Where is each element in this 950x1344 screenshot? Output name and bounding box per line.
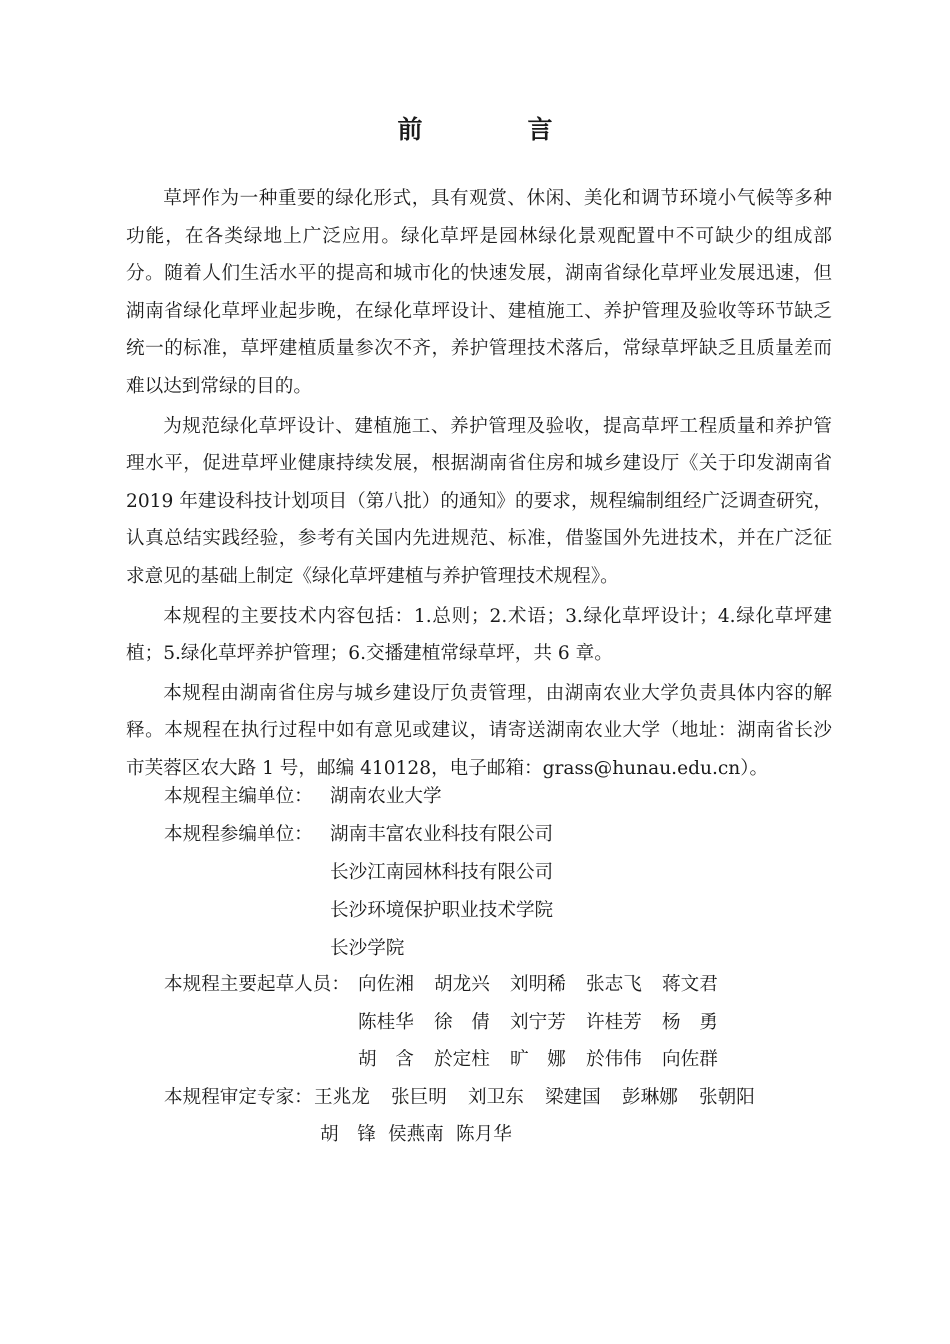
drafter-name: 向佐湘 [358, 974, 414, 995]
drafters-row-3 [126, 1041, 832, 1079]
expert-name: 张巨明 [391, 1086, 447, 1108]
people-section [126, 966, 832, 1154]
drafter-name: 旷 娜 [510, 1049, 566, 1070]
chief-unit-row [126, 778, 832, 816]
expert-name: 胡 锋 [320, 1124, 376, 1145]
drafter-name: 许桂芳 [586, 1011, 642, 1033]
drafter-name: 徐 倩 [434, 1011, 490, 1033]
drafter-name: 胡 含 [358, 1049, 414, 1070]
drafters-label: 本规程主要起草人员： [164, 974, 350, 995]
experts-label: 本规程审定专家： [164, 1086, 313, 1108]
drafter-name: 於伟伟 [586, 1049, 642, 1070]
drafter-name: 於定柱 [434, 1049, 490, 1070]
expert-name: 张朝阳 [699, 1086, 755, 1108]
organizations-section [126, 778, 832, 968]
drafter-name: 杨 勇 [662, 1011, 718, 1033]
expert-name: 陈月华 [456, 1124, 512, 1145]
drafter-name: 张志飞 [586, 974, 642, 995]
expert-name: 彭琳娜 [622, 1086, 678, 1108]
drafter-name: 刘宁芳 [510, 1011, 566, 1033]
paragraph-3: 本规程的主要技术内容包括：1.总则；2.术语；3.绿化草坪设计；4.绿化草坪建植；5.绿化草坪养护管理；6.交播建植常绿草坪，共 6 章。 [126, 605, 832, 665]
expert-name: 刘卫东 [468, 1086, 524, 1108]
drafter-name: 刘明稀 [510, 974, 566, 995]
expert-name: 王兆龙 [314, 1086, 370, 1108]
page-title: 前 言 [397, 115, 593, 144]
expert-name: 侯燕南 [388, 1124, 444, 1145]
participating-unit: 长沙学院 [330, 938, 405, 959]
drafter-name: 陈桂华 [358, 1011, 414, 1033]
experts-row-2 [126, 1116, 832, 1154]
participating-unit: 长沙江南园林科技有限公司 [330, 862, 554, 883]
chief-unit-value: 湖南农业大学 [330, 786, 442, 807]
drafter-name: 向佐群 [662, 1049, 718, 1070]
expert-name: 梁建国 [545, 1086, 601, 1108]
drafter-name: 蒋文君 [662, 974, 718, 995]
paragraph-1: 草坪作为一种重要的绿化形式，具有观赏、休闲、美化和调节环境小气候等多种功能，在各类绿地上广泛应用。绿化草坪是园林绿化景观配置中不可缺少的组成部分。随着人们生活水平的提高和城市化的快速发展，湖南省绿化草坪业发展迅速，但湖南省绿化草坪业起步晚，在绿化草坪设计、建植施工、养护管理及验收等环节缺乏统一的标准，草坪建植质量参次不齐，养护管理技术落后，常绿草坪缺乏且质量差而难以达到常绿的目的。 [126, 188, 832, 397]
drafter-name: 胡龙兴 [434, 974, 490, 995]
participating-units-label: 本规程参编单位： [164, 824, 313, 845]
paragraph-4: 本规程由湖南省住房与城乡建设厅负责管理，由湖南农业大学负责具体内容的解释。本规程在执行过程中如有意见或建议，请寄送湖南农业大学（地址：湖南省长沙市芙蓉区农大路 1 号，邮编 410128，电子邮箱：grass@hunau.edu.cn）。 [126, 682, 832, 779]
experts-row-1 [126, 1079, 832, 1117]
paragraph-2: 为规范绿化草坪设计、建植施工、养护管理及验收，提高草坪工程质量和养护管理水平，促进草坪业健康持续发展，根据湖南省住房和城乡建设厅《关于印发湖南省 2019 年建设科技计划项目（第八批）的通知》的要求，规程编制组经广泛调查研究，认真总结实践经验，参考有关国内先进规范、标准，借鉴国外先进技术，并在广泛征求意见的基础上制定《绿化草坪建植与养护管理技术规程》。 [126, 415, 832, 587]
participating-units-row [126, 816, 832, 968]
chief-unit-label: 本规程主编单位： [164, 786, 313, 807]
drafters-row-2 [126, 1004, 832, 1042]
participating-unit: 长沙环境保护职业技术学院 [330, 900, 554, 921]
participating-unit: 湖南丰富农业科技有限公司 [330, 824, 554, 845]
drafters-row-1 [126, 966, 832, 1004]
preface-body [126, 180, 832, 790]
